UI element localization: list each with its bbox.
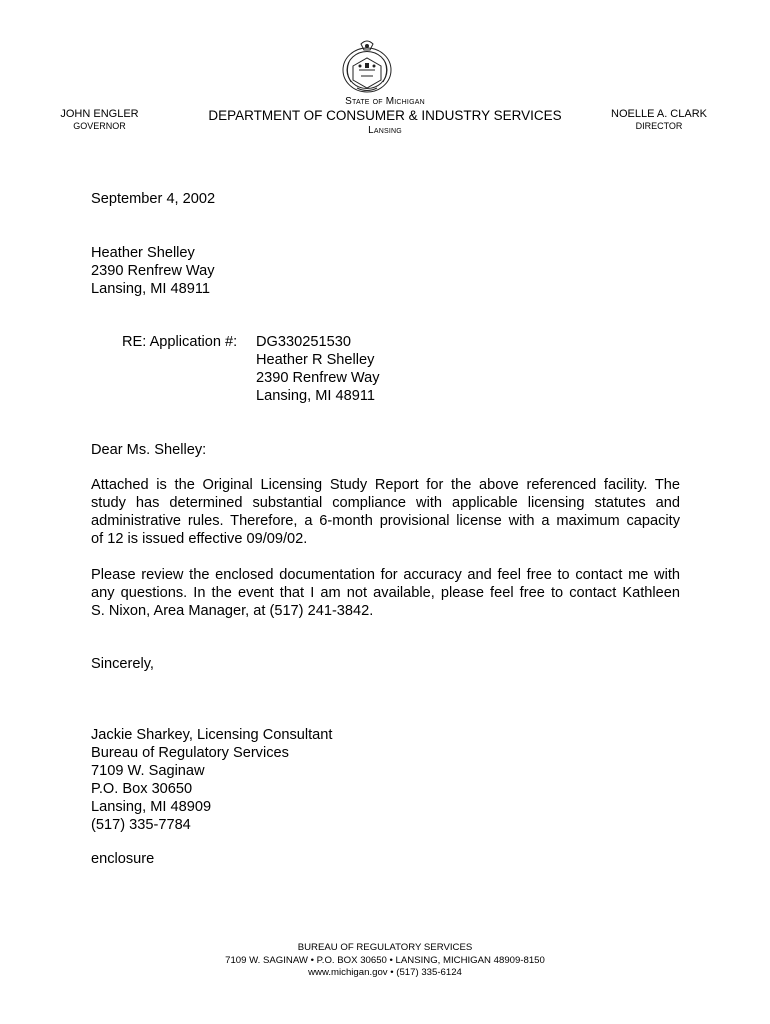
director-title: DIRECTOR bbox=[635, 121, 683, 131]
paragraph-one-line: study has determined substantial compliance with applicable licensing statutes and bbox=[91, 495, 680, 511]
salutation: Dear Ms. Shelley: bbox=[91, 442, 207, 458]
paragraph-two-line: any questions. In the event that I am not available, please feel free to contact Kathleen bbox=[91, 585, 680, 601]
footer-bureau: BUREAU OF REGULATORY SERVICES bbox=[297, 942, 473, 953]
governor-name: JOHN ENGLER bbox=[60, 108, 139, 120]
signer-city: Lansing, MI 48909 bbox=[91, 799, 212, 815]
paragraph-one bbox=[91, 476, 680, 548]
state-seal-icon bbox=[339, 36, 395, 96]
closing: Sincerely, bbox=[91, 656, 154, 672]
signer-phone: (517) 335-7784 bbox=[91, 817, 191, 833]
letter-date: September 4, 2002 bbox=[91, 191, 216, 207]
paragraph-one-line: of 12 is issued effective 09/09/02. bbox=[91, 531, 308, 547]
re-city: Lansing, MI 48911 bbox=[256, 388, 375, 404]
re-street: 2390 Renfrew Way bbox=[256, 370, 380, 386]
re-name: Heather R Shelley bbox=[256, 352, 375, 368]
city-line: Lansing bbox=[368, 125, 402, 136]
department-name: DEPARTMENT OF CONSUMER & INDUSTRY SERVICES bbox=[208, 108, 562, 123]
recipient-address bbox=[91, 244, 215, 298]
signature-block bbox=[91, 726, 332, 834]
signer-po-box: P.O. Box 30650 bbox=[91, 781, 193, 797]
paragraph-two-line: S. Nixon, Area Manager, at (517) 241-3842. bbox=[91, 603, 374, 619]
enclosure-note: enclosure bbox=[91, 851, 155, 867]
director-name: NOELLE A. CLARK bbox=[611, 108, 707, 120]
paragraph-one-line: Attached is the Original Licensing Study Report for the above referenced facility. The bbox=[91, 477, 680, 493]
director-block bbox=[604, 108, 714, 131]
governor-title: GOVERNOR bbox=[73, 121, 126, 131]
paragraph-two bbox=[91, 566, 680, 620]
paragraph-one-line: administrative rules. Therefore, a 6-month provisional license with a maximum capacity bbox=[91, 513, 680, 529]
governor-block bbox=[52, 108, 147, 131]
signer-bureau: Bureau of Regulatory Services bbox=[91, 745, 289, 761]
recipient-name: Heather Shelley bbox=[91, 245, 195, 261]
signer-street: 7109 W. Saginaw bbox=[91, 763, 205, 779]
footer-contact: www.michigan.gov • (517) 335-6124 bbox=[308, 967, 462, 978]
footer bbox=[0, 942, 770, 980]
footer-address: 7109 W. SAGINAW • P.O. BOX 30650 • LANSING, MICHIGAN 48909-8150 bbox=[225, 954, 545, 966]
paragraph-two-line: Please review the enclosed documentation for accuracy and feel free to contact me with bbox=[91, 567, 680, 583]
recipient-city: Lansing, MI 48911 bbox=[91, 281, 210, 297]
application-number: DG330251530 bbox=[256, 334, 351, 350]
signer-name: Jackie Sharkey, Licensing Consultant bbox=[91, 727, 333, 743]
state-line: State of Michigan bbox=[345, 96, 425, 107]
recipient-street: 2390 Renfrew Way bbox=[91, 263, 215, 279]
re-label: RE: Application #: bbox=[122, 334, 238, 350]
re-details bbox=[256, 333, 380, 405]
